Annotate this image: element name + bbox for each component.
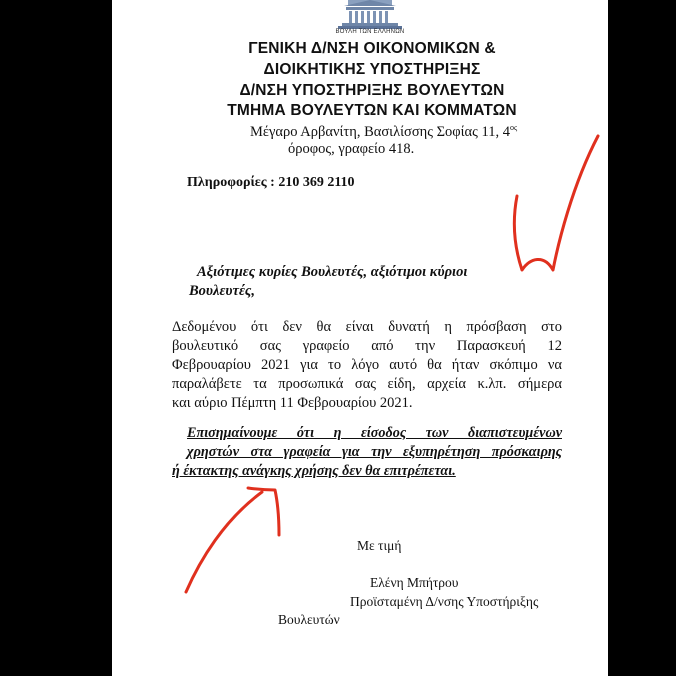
parliament-logo-icon — [330, 0, 410, 32]
info-phone: Πληροφορίες : 210 369 2110 — [187, 175, 355, 190]
notice-line-1: Επισημαίνουμε ότι η είσοδος των διαπιστευμένων — [187, 425, 562, 441]
salutation-line-1: Αξιότιμες κυρίες Βουλευτές, αξιότιμοι κύριοι — [197, 264, 468, 280]
body-line-1: Δεδομένου ότι δεν θα είναι δυνατή η πρόσβαση στο — [172, 319, 562, 335]
notice-line-3: ή έκτακτης ανάγκης χρήσης δεν θα επιτρέπεται. — [172, 463, 456, 479]
body-line-5: και αύριο Πέμπτη 11 Φεβρουαρίου 2021. — [172, 395, 413, 411]
left-black-border — [0, 0, 112, 676]
header-line-1: ΓΕΝΙΚΗ Δ/ΝΣΗ ΟΙΚΟΝΟΜΙΚΩΝ & — [248, 40, 496, 57]
header-line-2: ΔΙΟΙΚΗΤΙΚΗΣ ΥΠΟΣΤΗΡΙΞΗΣ — [263, 61, 481, 78]
salutation-line-2: Βουλευτές, — [189, 283, 255, 299]
signature-title-cont: Βουλευτών — [278, 612, 340, 627]
address-line-2: όροφος, γραφείο 418. — [288, 141, 415, 157]
body-line-4: παραλάβετε τα προσωπικά σας είδη, αρχεία κ.λπ. σήμερα — [172, 376, 562, 392]
letter-page — [112, 0, 608, 676]
closing: Με τιμή — [357, 538, 402, 553]
address-line-1: Μέγαρο Αρβανίτη, Βασιλίσσης Σοφίας 11, $4^{o\varsigma}$ — [250, 123, 518, 140]
header-line-3: Δ/ΝΣΗ ΥΠΟΣΤΗΡΙΞΗΣ ΒΟΥΛΕΥΤΩΝ — [239, 82, 505, 99]
signature-title: Προϊσταμένη Δ/νσης Υποστήριξης — [350, 594, 539, 609]
logo-caption: ΒΟΥΛΗ ΤΩΝ ΕΛΛΗΝΩΝ — [335, 29, 405, 35]
signature-name: Ελένη Μπήτρου — [370, 575, 459, 590]
notice-line-2: χρηστών στα γραφεία για την εξυπηρέτηση πρόσκαιρης — [187, 444, 562, 460]
header-line-4: ΤΜΗΜΑ ΒΟΥΛΕΥΤΩΝ ΚΑΙ ΚΟΜΜΑΤΩΝ — [227, 102, 517, 119]
body-line-2: βουλευτικό σας γραφείο από την Παρασκευή 12 — [172, 338, 562, 354]
body-line-3: Φεβρουαρίου 2021 για το λόγο αυτό θα ήταν σκόπιμο να — [172, 357, 562, 373]
right-black-border — [608, 0, 676, 676]
